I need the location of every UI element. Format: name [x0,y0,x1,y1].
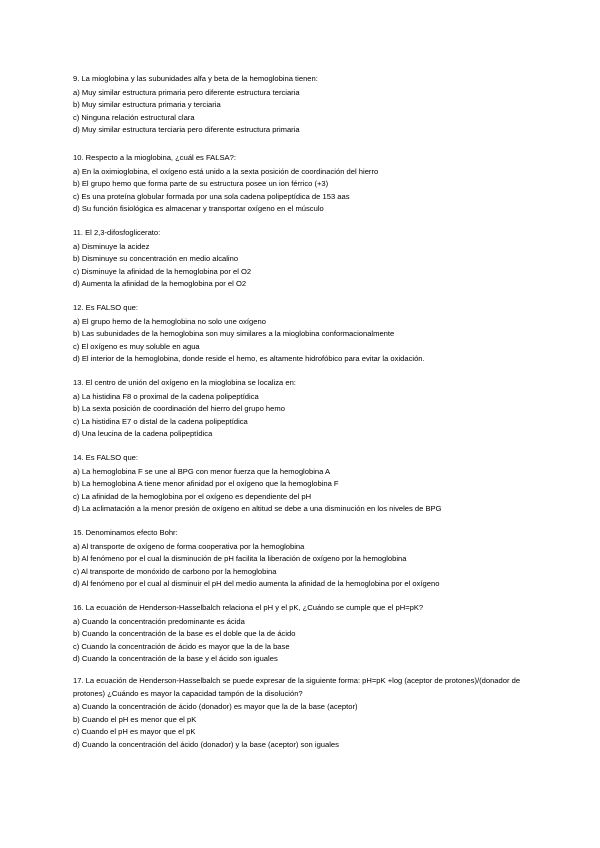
answer-option: b) Muy similar estructura primaria y terciaria [73,100,221,110]
answer-option: a) Cuando la concentración de ácido (donador) es mayor que la de la base (aceptor) [73,702,358,712]
question-block [73,675,543,752]
answer-option: b) Cuando el pH es menor que el pK [73,714,197,724]
question-title: 14. Es FALSO que: [73,453,139,462]
answer-option: c) El oxígeno es muy soluble en agua [73,341,200,351]
answer-option: b) La hemoglobina A tiene menor afinidad por el oxígeno que la hemoglobina F [73,479,339,489]
answer-option: d) El interior de la hemoglobina, donde reside el hemo, es altamente hidrofóbico para evitar la oxidación. [73,354,425,364]
answer-option: a) En la oximioglobina, el oxígeno está unido a la sexta posición de coordinación del hierro [73,166,379,176]
question-title: 9. La mioglobina y las subunidades alfa y beta de la hemoglobina tienen: [73,74,318,83]
answer-option: d) Una leucina de la cadena polipeptídica [73,429,213,439]
question-title: 11. El 2,3-difosfoglicerato: [73,228,161,237]
answer-option: d) La aclimatación a la menor presión de oxígeno en altitud se debe a una disminución en los niveles de BPG [73,504,442,514]
question-block [73,377,543,441]
answer-option: b) Al fenómeno por el cual la disminución de pH facilita la liberación de oxígeno por la hemoglobina [73,554,407,564]
answer-option: c) La afinidad de la hemoglobina por el oxígeno es dependiente del pH [73,491,312,501]
answer-option: a) El grupo hemo de la hemoglobina no solo une oxígeno [73,316,266,326]
answer-option: c) Al transporte de monóxido de carbono por la hemoglobina [73,566,277,576]
answer-option: a) Disminuye la acidez [73,241,150,251]
question-block [73,602,543,666]
answer-option: a) Muy similar estructura primaria pero diferente estructura terciaria [73,87,300,97]
question-title: 13. El centro de unión del oxígeno en la mioglobina se localiza en: [73,378,296,387]
answer-option: c) Disminuye la afinidad de la hemoglobina por el O2 [73,266,252,276]
answer-option: c) La histidina E7 o distal de la cadena polipeptídica [73,416,248,426]
answer-option: a) Al transporte de oxígeno de forma cooperativa por la hemoglobina [73,541,305,551]
question-block [73,302,543,366]
question-block [73,73,543,137]
answer-option: c) Es una proteína globular formada por una sola cadena polipeptídica de 153 aas [73,191,350,201]
question-block [73,227,543,291]
answer-option: b) Disminuye su concentración en medio alcalino [73,254,239,264]
answer-option: d) Su función fisiológica es almacenar y transportar oxígeno en el músculo [73,204,324,214]
answer-option: b) La sexta posición de coordinación del hierro del grupo hemo [73,404,285,414]
answer-option: b) Las subunidades de la hemoglobina son muy similares a la mioglobina conformacionalmente [73,329,395,339]
question-block [73,452,543,516]
answer-option: c) Ninguna relación estructural clara [73,112,195,122]
answer-option: a) Cuando la concentración predominante es ácida [73,616,245,626]
question-block [73,527,543,591]
question-block [73,152,543,216]
question-title: 12. Es FALSO que: [73,303,139,312]
question-title: 16. La ecuación de Henderson-Hasselbalch relaciona el pH y el pK, ¿Cuándo se cumple que el pH=pK? [73,603,424,612]
question-title: 10. Respecto a la mioglobina, ¿cuál es FALSA?: [73,153,236,162]
answer-option: b) El grupo hemo que forma parte de su estructura posee un ion férrico (+3) [73,179,329,189]
answer-option: d) Muy similar estructura terciaria pero diferente estructura primaria [73,125,300,135]
answer-option: d) Cuando la concentración de la base y el ácido son iguales [73,654,278,664]
answer-option: d) Al fenómeno por el cual al disminuir el pH del medio aumenta la afinidad de la hemoglobina por el oxígeno [73,579,440,589]
question-title: 15. Denominamos efecto Bohr: [73,528,178,537]
answer-option: b) Cuando la concentración de la base es el doble que la de ácido [73,629,296,639]
answer-option: c) Cuando la concentración de ácido es mayor que la de la base [73,641,290,651]
answer-option: a) La histidina F8 o proximal de la cadena polipeptídica [73,391,259,401]
answer-option: a) La hemoglobina F se une al BPG con menor fuerza que la hemoglobina A [73,466,331,476]
answer-option: d) Aumenta la afinidad de la hemoglobina por el O2 [73,279,247,289]
answer-option: c) Cuando el pH es mayor que el pK [73,727,196,737]
answer-option: d) Cuando la concentración del ácido (donador) y la base (aceptor) son iguales [73,739,339,749]
question-title: 17. La ecuación de Henderson-Hasselbalch se puede expresar de la siguiente forma: pH=pK +log (aceptor de protones)/(donador de protones) ¿Cuándo es mayor la capacidad tampón de la disolución? [73,676,521,698]
